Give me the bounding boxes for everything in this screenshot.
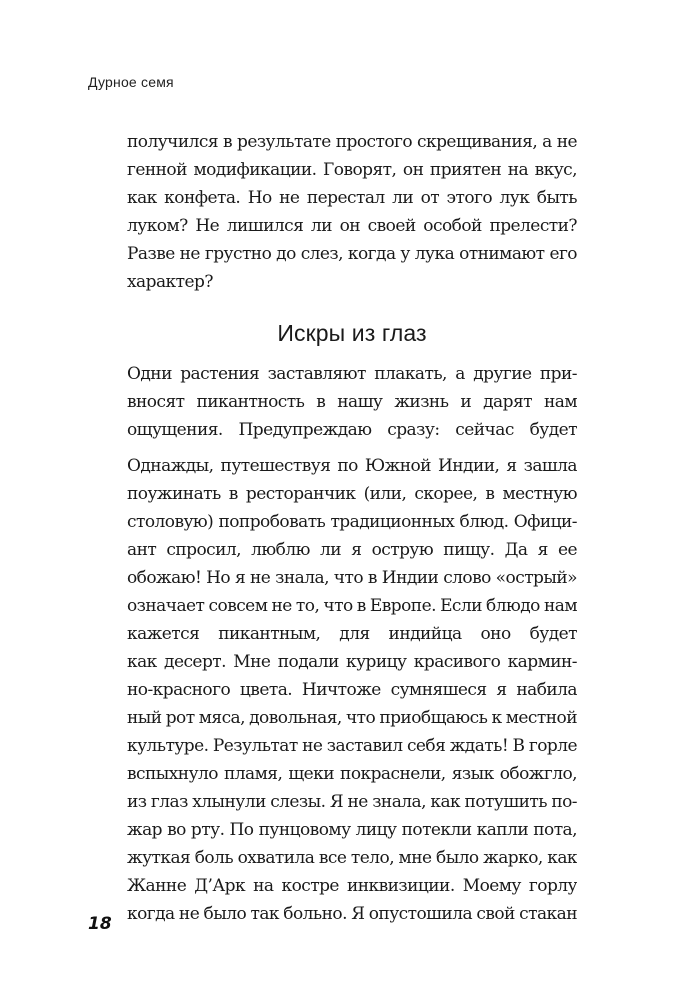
text-line: характер?	[127, 272, 213, 292]
running-header: Дурное семя	[88, 74, 174, 90]
text-line: Однажды, путешествуя по Южной Индии, я зашла	[127, 456, 577, 476]
text-line: но-красного цвета. Ничтоже сумняшеся я набила	[127, 680, 577, 700]
text-line: ощущения. Предупреждаю сразу: сейчас будет	[127, 420, 577, 440]
text-line: Жанне Д’Арк на костре инквизиции. Моему горлу	[127, 876, 577, 896]
page-number: 18	[88, 914, 112, 934]
text-line: ный рот мяса, довольная, что приобщаюсь к местной	[127, 708, 577, 728]
text-line: жар во рту. По пунцовому лицу потекли капли пота,	[127, 820, 577, 840]
text-line: когда не было так больно. Я опустошила свой стакан	[127, 904, 577, 924]
text-line: луком? Не лишился ли он своей особой прелести?	[127, 216, 577, 236]
paragraph-1	[127, 360, 577, 444]
text-line: поужинать в ресторанчик (или, скорее, в местную	[127, 484, 577, 504]
text-line: как конфета. Но не перестал ли от этого лук быть	[127, 188, 577, 208]
paragraph-2	[127, 452, 577, 928]
text-line: вносят пикантность в нашу жизнь и дарят нам	[127, 392, 577, 412]
text-line: культуре. Результат не заставил себя ждать! В горле	[127, 736, 577, 756]
text-line: вспыхнуло пламя, щеки покраснели, язык обожгло,	[127, 764, 577, 784]
text-line: жуткая боль охватила все тело, мне было жарко, как	[127, 848, 577, 868]
section-title: Искры из глаз	[277, 320, 427, 346]
text-line: из глаз хлынули слезы. Я не знала, как потушить по-	[127, 792, 577, 812]
text-line: столовую) попробовать традиционных блюд. Офици-	[127, 512, 577, 532]
text-line: кажется пикантным, для индийца оно будет	[127, 624, 577, 644]
text-line: означает совсем не то, что в Европе. Если блюдо нам	[127, 596, 577, 616]
text-line: ант спросил, люблю ли я острую пищу. Да я ее	[127, 540, 577, 560]
text-line: генной модификации. Говорят, он приятен на вкус,	[127, 160, 577, 180]
intro-paragraph	[127, 128, 577, 296]
text-line: как десерт. Мне подали курицу красивого кармин-	[127, 652, 577, 672]
text-line: Одни растения заставляют плакать, а другие при-	[127, 364, 577, 384]
text-line: обожаю! Но я не знала, что в Индии слово «острый»	[127, 568, 577, 588]
text-line: Разве не грустно до слез, когда у лука отнимают его	[127, 244, 577, 264]
text-line: получился в результате простого скрещивания, а не	[127, 132, 577, 152]
